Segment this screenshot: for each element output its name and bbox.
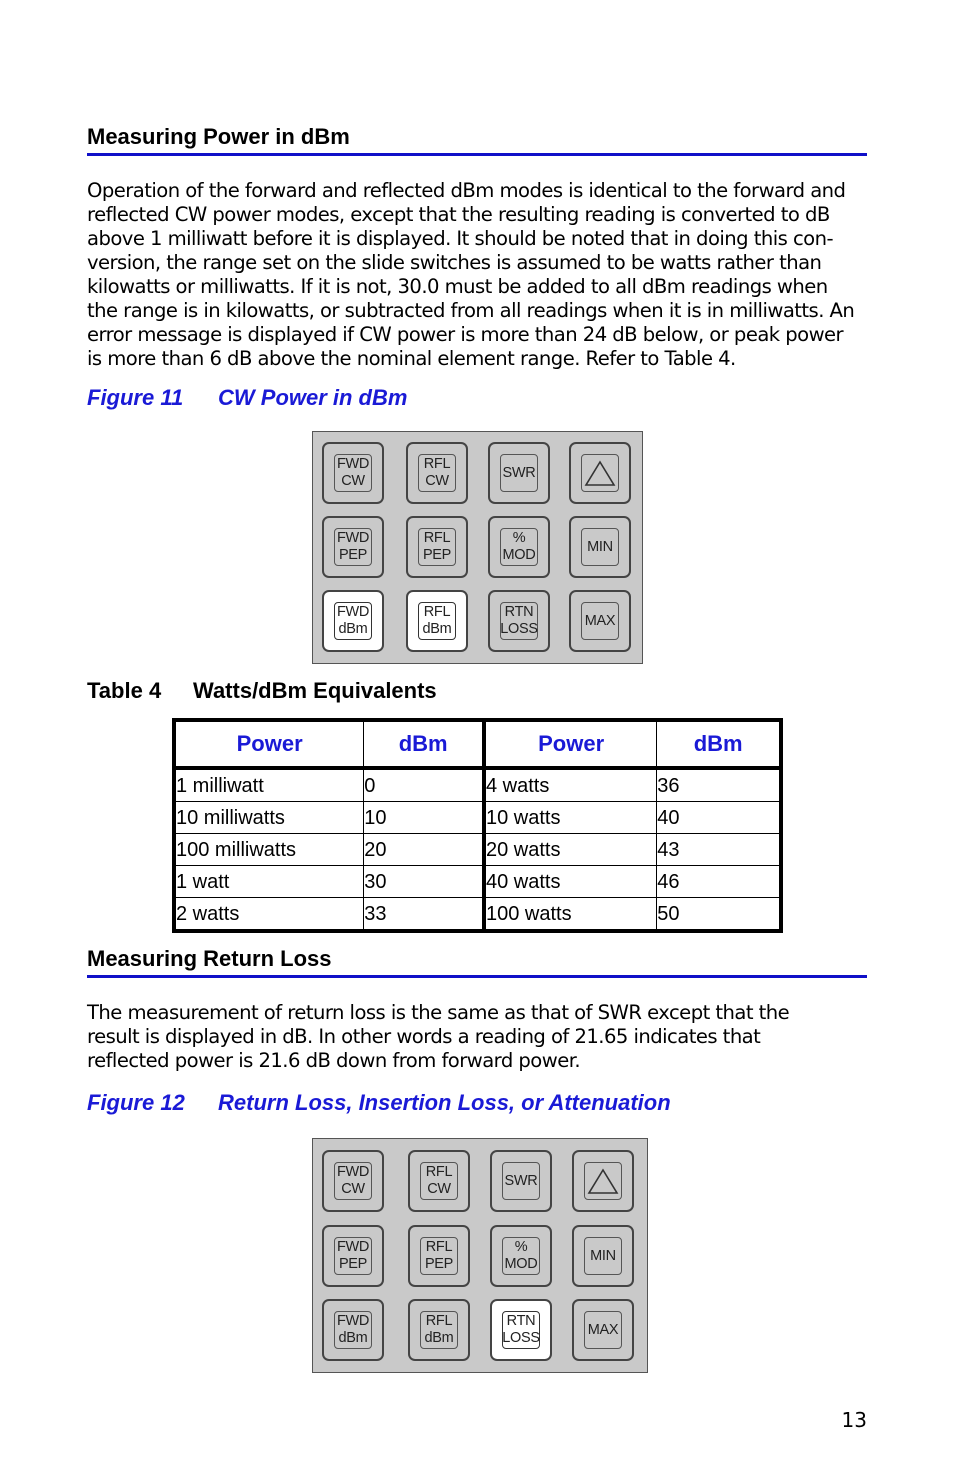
key-up[interactable] [572, 1150, 634, 1212]
paragraph-line: Operation of the forward and reflected dBm modes is identical to the forward and [87, 179, 846, 202]
paragraph-line: The measurement of return loss is the same as that of SWR except that the [87, 1001, 790, 1024]
key-face [334, 1311, 372, 1349]
paragraph-line: result is displayed in dB. In other words a reading of 21.65 indicates that [87, 1025, 761, 1048]
figure-title: Return Loss, Insertion Loss, or Attenuation [218, 1090, 671, 1115]
key-face [584, 1162, 622, 1200]
cell-dbm: 40 [657, 802, 781, 834]
key-rfl-pep[interactable] [406, 516, 468, 578]
table-row [174, 834, 781, 866]
header-dbm: dBm [657, 720, 781, 768]
table-row [174, 866, 781, 898]
table-4-caption [87, 678, 437, 704]
cell-dbm: 30 [364, 866, 484, 898]
cell-power: 40 watts [484, 866, 657, 898]
cell-power: 10 watts [484, 802, 657, 834]
key-label: RFL dBm [424, 1313, 454, 1346]
triangle-up-icon [584, 459, 616, 487]
cell-dbm: 33 [364, 898, 484, 932]
key-face [500, 602, 538, 640]
key-rfl-pep[interactable] [408, 1225, 470, 1287]
cell-power: 100 watts [484, 898, 657, 932]
key-label: MAX [584, 612, 616, 629]
paragraph-line: reflected power is 21.6 dB down from forward power. [87, 1049, 581, 1072]
key-fwd-dbm[interactable] [322, 1299, 384, 1361]
key-label: SWR [502, 464, 536, 481]
cell-dbm: 36 [657, 768, 781, 802]
key-face [584, 1311, 622, 1349]
cell-power: 1 milliwatt [174, 768, 364, 802]
key-swr[interactable] [488, 442, 550, 504]
cell-power: 1 watt [174, 866, 364, 898]
key-fwd-pep[interactable] [322, 516, 384, 578]
keypad-figure-11 [312, 431, 643, 664]
key-max[interactable] [572, 1299, 634, 1361]
figure-number: Figure 12 [87, 1090, 185, 1115]
figure-11-caption [87, 385, 407, 411]
key-face [334, 1237, 372, 1275]
cell-power: 100 milliwatts [174, 834, 364, 866]
key-face [584, 1237, 622, 1275]
key-rfl-cw[interactable] [406, 442, 468, 504]
key-label: RFL CW [425, 1164, 453, 1197]
key-label: MIN [587, 538, 613, 555]
key-face [334, 1162, 372, 1200]
key-face [502, 1162, 540, 1200]
paragraph-line: kilowatts or milliwatts. If it is not, 30.0 must be added to all dBm readings when [87, 275, 828, 298]
key-face [420, 1162, 458, 1200]
key-label: % MOD [502, 530, 536, 563]
paragraph-line: is more than 6 dB above the nominal element range. Refer to Table 4. [87, 347, 736, 370]
key-face [420, 1237, 458, 1275]
key-face [500, 528, 538, 566]
key-mod[interactable] [488, 516, 550, 578]
key-face [502, 1237, 540, 1275]
key-label: RFL CW [423, 456, 451, 489]
key-face [581, 528, 619, 566]
key-fwd-dbm[interactable] [322, 590, 384, 652]
cell-power: 4 watts [484, 768, 657, 802]
table-row [174, 898, 781, 932]
table-row [174, 802, 781, 834]
key-label: FWD PEP [336, 530, 370, 563]
key-face [334, 602, 372, 640]
key-face [418, 602, 456, 640]
key-label: RFL PEP [424, 1239, 454, 1272]
paragraph-line: above 1 milliwatt before it is displayed. It should be noted that in doing this con- [87, 227, 833, 250]
key-label: FWD dBm [336, 1313, 370, 1346]
cell-dbm: 43 [657, 834, 781, 866]
figure-number: Figure 11 [87, 385, 184, 410]
key-label: RFL PEP [422, 530, 452, 563]
key-swr[interactable] [490, 1150, 552, 1212]
header-power: Power [174, 720, 364, 768]
paragraph-power-dbm [87, 179, 877, 371]
paragraph-line: reflected CW power modes, except that the resulting reading is converted to dB [87, 203, 830, 226]
key-label: FWD CW [336, 1164, 370, 1197]
key-fwd-pep[interactable] [322, 1225, 384, 1287]
cell-power: 20 watts [484, 834, 657, 866]
paragraph-line: version, the range set on the slide switches is assumed to be watts rather than [87, 251, 822, 274]
key-face [418, 528, 456, 566]
key-min[interactable] [572, 1225, 634, 1287]
key-label: RTN LOSS [500, 604, 538, 637]
cell-dbm: 50 [657, 898, 781, 932]
cell-dbm: 46 [657, 866, 781, 898]
key-label: MAX [587, 1321, 619, 1338]
cell-power: 10 milliwatts [174, 802, 364, 834]
section-heading-return-loss: Measuring Return Loss [87, 946, 867, 978]
paragraph-line: the range is in kilowatts, or subtracted from all readings when it is in milliwatts. An [87, 299, 855, 322]
table-title: Watts/dBm Equivalents [193, 678, 437, 703]
key-label: FWD PEP [336, 1239, 370, 1272]
key-mod[interactable] [490, 1225, 552, 1287]
key-face [420, 1311, 458, 1349]
key-min[interactable] [569, 516, 631, 578]
key-label: RTN LOSS [502, 1313, 540, 1346]
key-face [500, 454, 538, 492]
keypad-figure-12 [312, 1138, 648, 1373]
key-face [334, 528, 372, 566]
key-rtn-loss[interactable] [490, 1299, 552, 1361]
key-face [418, 454, 456, 492]
table-header-row [174, 720, 781, 768]
key-up[interactable] [569, 442, 631, 504]
key-rfl-cw[interactable] [408, 1150, 470, 1212]
key-face [581, 602, 619, 640]
paragraph-return-loss [87, 1001, 877, 1073]
key-fwd-cw[interactable] [322, 1150, 384, 1212]
figure-12-caption [87, 1090, 671, 1116]
key-label: SWR [504, 1172, 538, 1189]
key-label: FWD CW [336, 456, 370, 489]
key-label: FWD dBm [336, 604, 370, 637]
cell-power: 2 watts [174, 898, 364, 932]
key-max[interactable] [569, 590, 631, 652]
key-rfl-dbm[interactable] [408, 1299, 470, 1361]
key-label: % MOD [504, 1239, 538, 1272]
key-face [581, 454, 619, 492]
header-power: Power [484, 720, 657, 768]
key-label: MIN [590, 1247, 616, 1264]
cell-dbm: 20 [364, 834, 484, 866]
header-dbm: dBm [364, 720, 484, 768]
key-fwd-cw[interactable] [322, 442, 384, 504]
triangle-up-icon [587, 1167, 619, 1195]
key-label: RFL dBm [422, 604, 452, 637]
key-rtn-loss[interactable] [488, 590, 550, 652]
table-number: Table 4 [87, 678, 162, 703]
section-heading-power-dbm: Measuring Power in dBm [87, 124, 867, 156]
key-face [502, 1311, 540, 1349]
paragraph-line: error message is displayed if CW power is more than 24 dB below, or peak power [87, 323, 844, 346]
figure-title: CW Power in dBm [218, 385, 408, 410]
key-face [334, 454, 372, 492]
watts-dbm-table [172, 718, 783, 933]
cell-dbm: 0 [364, 768, 484, 802]
page-number: 13 [841, 1408, 867, 1432]
key-rfl-dbm[interactable] [406, 590, 468, 652]
table-row [174, 768, 781, 802]
cell-dbm: 10 [364, 802, 484, 834]
